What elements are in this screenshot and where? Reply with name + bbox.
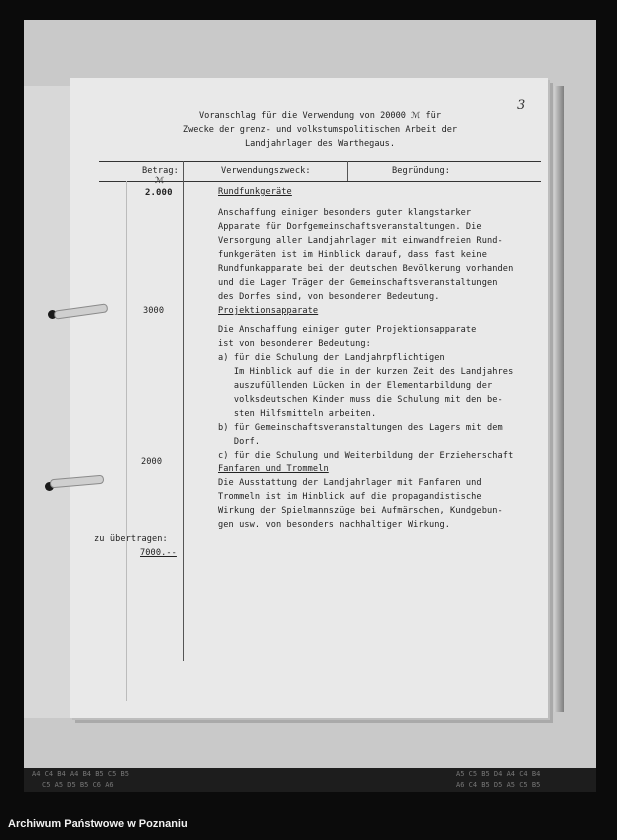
- text-line: c) für die Schulung und Weiterbildung der Erzieherschaft: [218, 451, 514, 461]
- text-line: ist von besonderer Bedeutung:: [218, 339, 371, 349]
- column-header-betrag: Betrag:: [142, 166, 179, 176]
- heading-line-3: Landjahrlager des Warthegaus.: [244, 139, 396, 149]
- text-line: Apparate für Dorfgemeinschaftsveranstaltungen. Die: [218, 222, 482, 232]
- text-line: des Dorfes sind, von besonderer Bedeutung.: [218, 292, 440, 302]
- text-line: Trommeln ist im Hinblick auf die propagandistische: [218, 492, 482, 502]
- section-title-rundfunk: Rundfunkgeräte: [218, 187, 292, 197]
- margin-line: [126, 181, 127, 701]
- amount-1: 2.000: [145, 188, 173, 198]
- column-divider-2: [347, 161, 348, 181]
- film-code-right-top: A5 C5 B5 D4 A4 C4 B4: [456, 770, 541, 778]
- film-code-left-bottom: C5 A5 D5 B5 C6 A6: [42, 781, 114, 789]
- text-line: Dorf.: [218, 437, 261, 447]
- text-line: Die Ausstattung der Landjahrlager mit Fanfaren und: [218, 478, 482, 488]
- heading-line-2: Zwecke der grenz- und volkstumspolitischen Arbeit der: [182, 125, 458, 135]
- archive-name: Archiwum Państwowe w Poznaniu: [8, 818, 188, 830]
- text-line: b) für Gemeinschaftsveranstaltungen des Lagers mit dem: [218, 423, 503, 433]
- table-top-rule: [99, 161, 541, 162]
- text-line: Anschaffung einiger besonders guter klangstarker: [218, 208, 472, 218]
- column-header-unit: ℳ: [155, 176, 165, 186]
- text-line: volksdeutschen Kinder muss die Schulung mit den be-: [218, 395, 503, 405]
- text-line: Im Hinblick auf die in der kurzen Zeit des Landjahres: [218, 367, 514, 377]
- text-line: Wirkung der Spielmannszüge bei Aufmärschen, Kundgebun-: [218, 506, 503, 516]
- column-header-verwendung: Verwendungszweck:: [221, 166, 311, 176]
- section-title-fanfaren: Fanfaren und Trommeln: [218, 464, 329, 474]
- text-line: Die Anschaffung einiger guter Projektionsapparate: [218, 325, 477, 335]
- text-line: Rundfunkapparate bei der deutschen Bevölkerung vorhanden: [218, 264, 514, 274]
- amount-3: 2000: [141, 457, 163, 467]
- heading-line-1: Voranschlag für die Verwendung von 20000 ℳ für: [198, 111, 441, 121]
- film-code-right-bottom: A6 C4 B5 D5 A5 C5 B5: [456, 781, 541, 789]
- page-number: 3: [517, 98, 526, 113]
- amount-2: 3000: [143, 306, 165, 316]
- text-line: funkgeräten ist im Hinblick darauf, dass fast keine: [218, 250, 487, 260]
- text-line: sten Hilfsmitteln arbeiten.: [218, 409, 377, 419]
- text-line: Versorgung aller Landjahrlager mit einwandfreien Rund-: [218, 236, 503, 246]
- column-divider-1: [183, 161, 184, 661]
- text-line: auszufüllenden Lücken in der Elementarbildung der: [218, 381, 493, 391]
- text-line: gen usw. von besonders nachhaltiger Wirkung.: [218, 520, 451, 530]
- table-header-rule: [99, 181, 541, 182]
- page-stack-edge: [548, 86, 564, 712]
- film-code-left-top: A4 C4 B4 A4 B4 B5 C5 B5: [32, 770, 129, 778]
- column-header-begruendung: Begründung:: [392, 166, 451, 176]
- film-edge-strip: [24, 768, 596, 792]
- text-line: a) für die Schulung der Landjahrpflichtigen: [218, 353, 445, 363]
- section-title-projektion: Projektionsapparate: [218, 306, 319, 316]
- text-line: und die Lager Träger der Gemeinschaftsveranstaltungen: [218, 278, 498, 288]
- carry-label: zu übertragen:: [94, 534, 168, 544]
- carry-value: 7000.--: [140, 548, 177, 558]
